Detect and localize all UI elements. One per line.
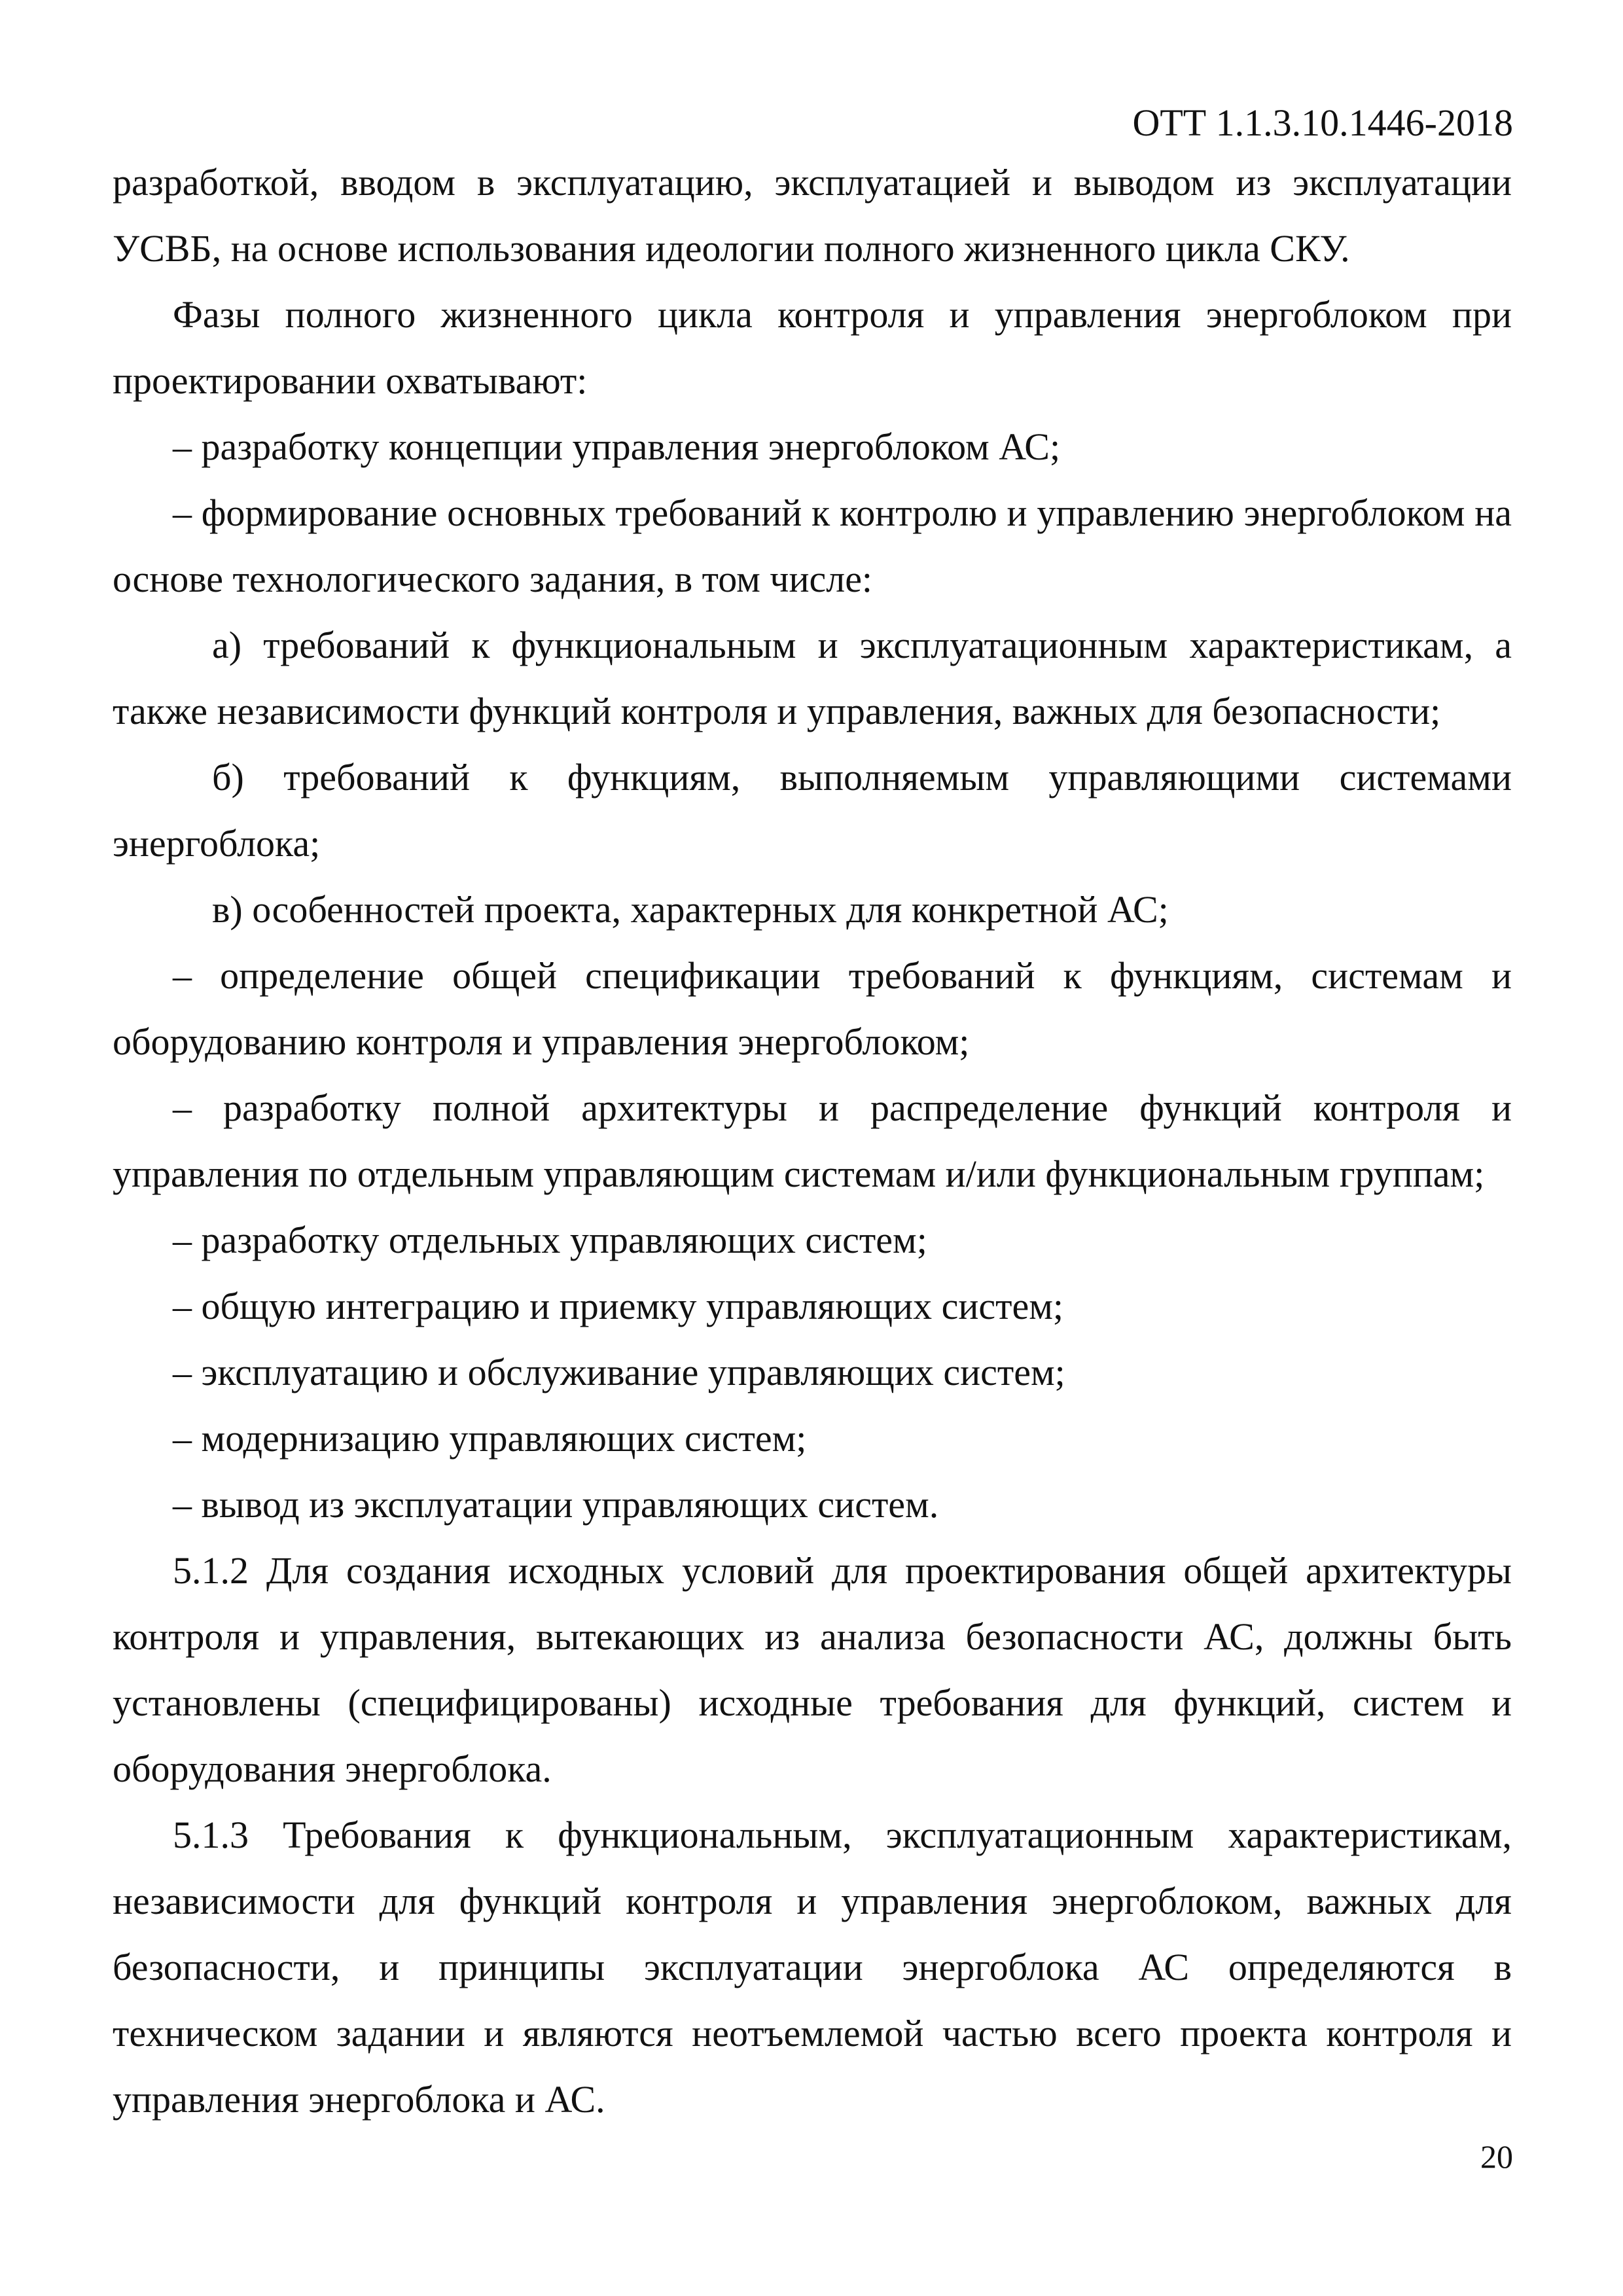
- list-item: – вывод из эксплуатации управляющих систем.: [173, 1483, 939, 1526]
- paragraph-continuation: разработкой, вводом в эксплуатацию, эксплуатацией и выводом из эксплуатации УСВБ, на основе использования идеологии полного жизненного цикла СКУ.: [113, 161, 1512, 270]
- sub-list-item: а) требований к функциональным и эксплуатационным характеристикам, а также независимости функций контроля и управления, важных для безопасности;: [113, 624, 1512, 732]
- list-item: – формирование основных требований к контролю и управлению энергоблоком на основе технологического задания, в том числе:: [113, 492, 1512, 600]
- list-item: – разработку полной архитектуры и распределение функций контроля и управления по отдельным управляющим системам и/или функциональным группам;: [113, 1086, 1512, 1195]
- document-body: [113, 149, 1512, 2132]
- paragraph-phases-intro: Фазы полного жизненного цикла контроля и управления энергоблоком при проектировании охватывают:: [113, 293, 1512, 402]
- list-item: – разработку концепции управления энергоблоком АС;: [173, 425, 1061, 468]
- document-code: ОТТ 1.1.3.10.1446-2018: [1132, 101, 1513, 144]
- sub-list-item: б) требований к функциям, выполняемым управляющими системами энергоблока;: [113, 756, 1512, 865]
- list-item: – разработку отдельных управляющих систем;: [173, 1219, 927, 1261]
- page-number: 20: [1480, 2138, 1513, 2175]
- list-item: – эксплуатацию и обслуживание управляющих систем;: [173, 1351, 1065, 1393]
- list-item: – модернизацию управляющих систем;: [173, 1417, 807, 1460]
- sub-list-item: в) особенностей проекта, характерных для конкретной АС;: [212, 888, 1169, 931]
- list-item: – общую интеграцию и приемку управляющих систем;: [173, 1285, 1064, 1327]
- clause-5-1-3: 5.1.3 Требования к функциональным, эксплуатационным характеристикам, независимости для функций контроля и управления энергоблоком, важных для безопасности, и принципы эксплуатации энергоблока АС определяются в техническом задании и являются неотъемлемой частью всего проекта контроля и управления энергоблока и АС.: [113, 1814, 1512, 2121]
- list-item: – определение общей спецификации требований к функциям, системам и оборудованию контроля и управления энергоблоком;: [113, 954, 1512, 1063]
- clause-5-1-2: 5.1.2 Для создания исходных условий для проектирования общей архитектуры контроля и управления, вытекающих из анализа безопасности АС, должны быть установлены (специфицированы) исходные требования для функций, систем и оборудования энергоблока.: [113, 1549, 1512, 1790]
